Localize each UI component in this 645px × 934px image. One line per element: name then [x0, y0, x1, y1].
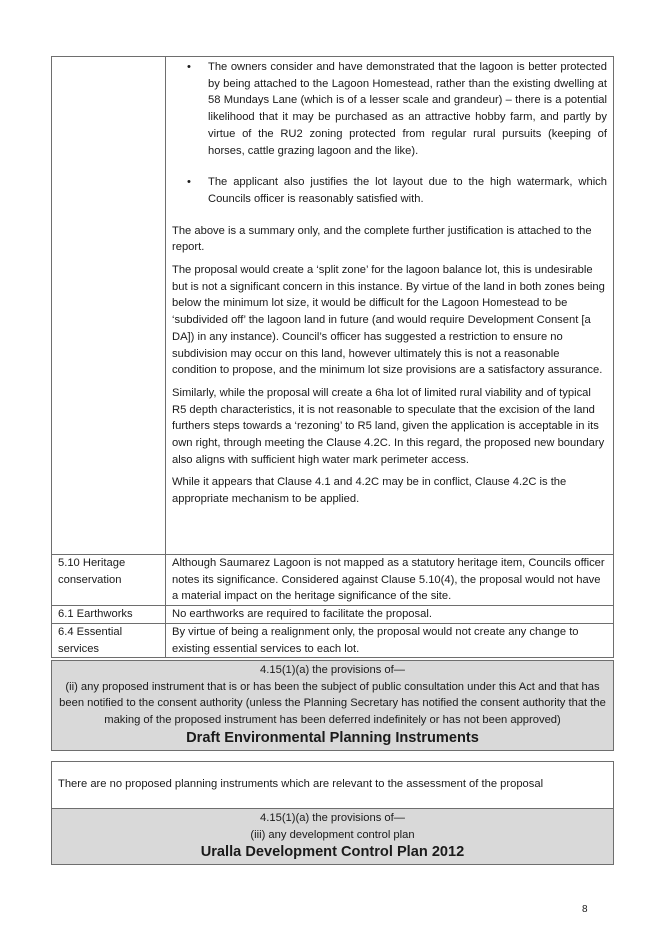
paragraph: The above is a summary only, and the complete further justification is attached to the report.	[172, 224, 592, 254]
row-label: 5.10 Heritage conservation	[52, 555, 166, 606]
label-cell	[52, 57, 166, 555]
bullet-list	[172, 59, 607, 208]
body-text: There are no proposed planning instruments which are relevant to the assessment of the proposal	[58, 778, 544, 790]
row-text: By virtue of being a realignment only, the proposal would not create any change to existing essential services to each lot.	[166, 623, 614, 657]
clause-text: (iii) any development control plan	[250, 828, 415, 841]
draft-epi-header	[51, 660, 614, 751]
table-row-heritage	[52, 555, 614, 606]
bullet-item: • The applicant also justifies the lot layout due to the high watermark, which Councils officer is reasonably satisfied with.	[208, 174, 607, 207]
section-title: Draft Environmental Planning Instruments	[186, 729, 479, 746]
paragraph: While it appears that Clause 4.1 and 4.2C may be in conflict, Clause 4.2C is the appropriate mechanism to be applied.	[172, 476, 567, 506]
dcp-header	[51, 808, 614, 865]
row-text: No earthworks are required to facilitate the proposal.	[166, 606, 614, 624]
provision-line: 4.15(1)(a) the provisions of—	[260, 664, 405, 676]
row-label: 6.4 Essential services	[52, 623, 166, 657]
section-title: Uralla Development Control Plan 2012	[200, 844, 465, 861]
bullet-item: • The owners consider and have demonstrated that the lagoon is better protected by being attached to the Lagoon Homestead, rather than the existing dwelling at 58 Mundays Lane (which is of a lesser scale and grandeur) – there is a potential likelihood that it may be purchased as an attractive hobby farm, and partly by virtue of the RU2 zoning protected from regular rural pursuits (keeping of horses, cattle grazing lagoon and the like).	[208, 59, 607, 159]
paragraph: The proposal would create a ‘split zone’ for the lagoon balance lot, this is undesirable but is not a significant concern in this instance. By virtue of the land in both zones being below the minimum lot size, it would be difficult for the Lagoon Homestead to be ‘subdivided off’ the lagoon land in future (and would require Development Consent [a DA]) in any instance). Council’s officer has suggested a restriction to ensure no subdivision may occur on this land, however ultimately this is not a reasonable condition to propose, and the minimum lot size provisions are a satisfactory assurance.	[172, 264, 605, 377]
draft-epi-body	[51, 761, 614, 809]
row-label: 6.1 Earthworks	[52, 606, 166, 624]
row-text: Although Saumarez Lagoon is not mapped as a statutory heritage item, Councils officer notes its significance. Considered against Clause 5.10(4), the proposal would not have a material impact on the heritage significance of the site.	[166, 555, 614, 606]
content-cell	[166, 57, 614, 555]
page-number: 8	[582, 904, 588, 915]
provision-line: 4.15(1)(a) the provisions of—	[260, 812, 405, 824]
paragraph: Similarly, while the proposal will create a 6ha lot of limited rural viability and of typical R5 depth characteristics, it is not reasonable to speculate that the excision of the land furthers steps towards a ‘rezoning’ to R5 land, given the application is acceptable in its own right, through meeting the Clause 4.2C. In this regard, the proposed new boundary also aligns with sufficient high water mark perimeter access.	[172, 386, 605, 466]
clause-text: (ii) any proposed instrument that is or has been the subject of public consultation under this Act and that has been notified to the consent authority (unless the Planning Secretary has notified the consent authority that the making of the proposed instrument has been deferred indefinitely or has not been approved)	[59, 680, 606, 727]
table-row-essential-services	[52, 623, 614, 657]
table-row-earthworks	[52, 606, 614, 624]
table-row	[52, 57, 614, 555]
assessment-table	[51, 56, 614, 658]
